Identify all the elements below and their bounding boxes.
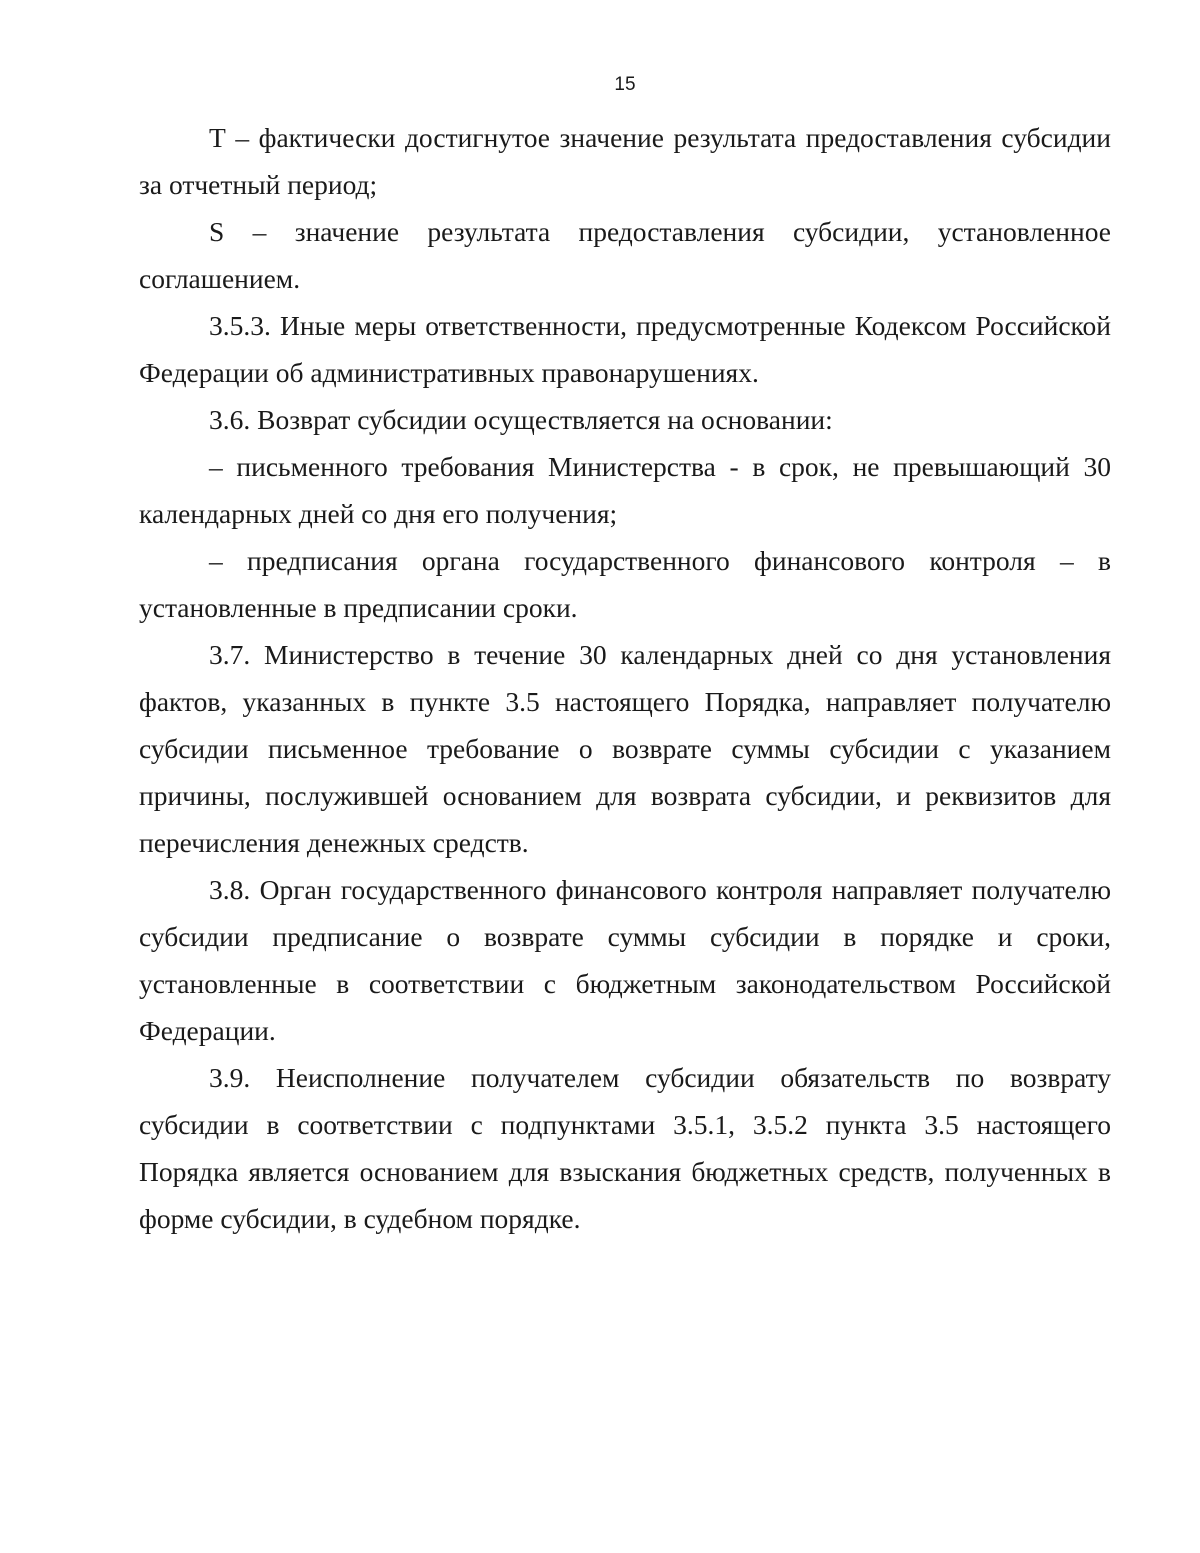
- paragraph-3-9: 3.9. Неисполнение получателем субсидии обязательств по возврату субсидии в соответствии с подпунктами 3.5.1, 3.5.2 пункта 3.5 настоящего Порядка является основанием для взыскания бюджетных средств, полученных в форме субсидии, в судебном порядке.: [139, 1062, 1111, 1234]
- paragraph-3-7: 3.7. Министерство в течение 30 календарных дней со дня установления фактов, указанных в пункте 3.5 настоящего Порядка, направляет получателю субсидии письменное требование о возврате суммы субсидии с указанием причины, послужившей основанием для возврата субсидии, и реквизитов для перечисления денежных средств.: [139, 639, 1111, 858]
- paragraph-t-definition: Т – фактически достигнутое значение результата предоставления субсидии за отчетный период;: [139, 122, 1111, 200]
- paragraph-3-6-item-1: – письменного требования Министерства - в срок, не превышающий 30 календарных дней со дня его получения;: [139, 451, 1111, 529]
- document-body: [139, 114, 1111, 1242]
- paragraph-3-6-item-2: – предписания органа государственного финансового контроля – в установленные в предписании сроки.: [139, 545, 1111, 623]
- paragraph-3-6: 3.6. Возврат субсидии осуществляется на основании:: [209, 404, 833, 435]
- paragraph-3-8: 3.8. Орган государственного финансового контроля направляет получателю субсидии предписание о возврате суммы субсидии в порядке и сроки, установленные в соответствии с бюджетным законодательством Российской Федерации.: [139, 874, 1111, 1046]
- page-number: 15: [614, 74, 636, 95]
- paragraph-3-5-3: 3.5.3. Иные меры ответственности, предусмотренные Кодексом Российской Федерации об административных правонарушениях.: [139, 310, 1111, 388]
- paragraph-s-definition: S – значение результата предоставления субсидии, установленное соглашением.: [139, 216, 1111, 294]
